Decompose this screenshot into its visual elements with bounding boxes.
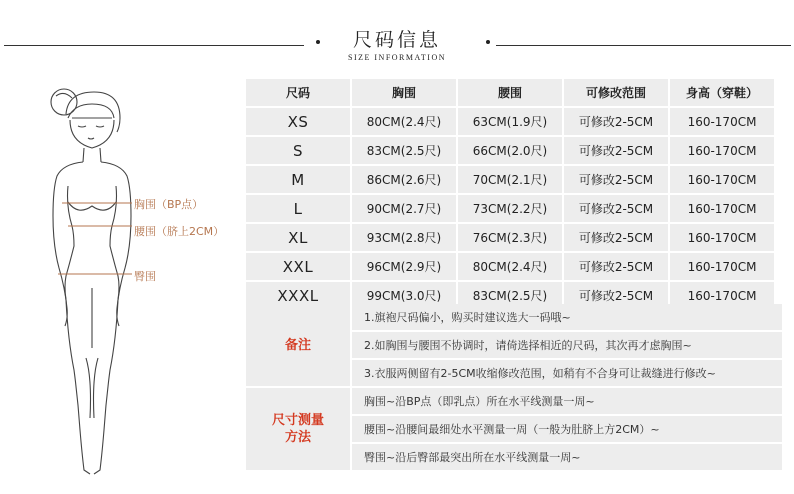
cell-adjust: 可修改2-5CM (564, 195, 668, 222)
cell-adjust: 可修改2-5CM (564, 166, 668, 193)
hip-label: 臀围 (134, 270, 156, 283)
table-row (246, 166, 774, 193)
cell-height: 160-170CM (670, 224, 774, 251)
note-item: 1.旗袍尺码偏小，购买时建议选大一码哦~ (352, 304, 782, 330)
table-row (246, 108, 774, 135)
header-bust: 胸围 (352, 79, 456, 106)
method-label (246, 388, 350, 470)
table-row (246, 253, 774, 280)
table-header-row (246, 79, 774, 106)
cell-waist: 76CM(2.3尺) (458, 224, 562, 251)
cell-bust: 90CM(2.7尺) (352, 195, 456, 222)
header-waist: 腰围 (458, 79, 562, 106)
cell-height: 160-170CM (670, 166, 774, 193)
header-size: 尺码 (246, 79, 350, 106)
table-row (246, 137, 774, 164)
cell-height: 160-170CM (670, 253, 774, 280)
cell-height: 160-170CM (670, 282, 774, 309)
cell-adjust: 可修改2-5CM (564, 224, 668, 251)
header-height: 身高（穿鞋） (670, 79, 774, 106)
cell-bust: 96CM(2.9尺) (352, 253, 456, 280)
header-adjust: 可修改范围 (564, 79, 668, 106)
page-subtitle: SIZE INFORMATION (348, 53, 446, 62)
method-item: 臀围~沿后臀部最突出所在水平线测量一周~ (352, 444, 782, 470)
method-item: 胸围~沿BP点（即乳点）所在水平线测量一周~ (352, 388, 782, 414)
table-row (246, 224, 774, 251)
method-label-text: 尺寸测量方法 (271, 413, 324, 445)
cell-adjust: 可修改2-5CM (564, 253, 668, 280)
cell-waist: 73CM(2.2尺) (458, 195, 562, 222)
cell-bust: 83CM(2.5尺) (352, 137, 456, 164)
cell-adjust: 可修改2-5CM (564, 282, 668, 309)
cell-size: S (246, 137, 350, 164)
method-item: 腰围~沿腰间最细处水平测量一周（一般为肚脐上方2CM）~ (352, 416, 782, 442)
page-title: 尺码信息 (352, 29, 441, 51)
cell-height: 160-170CM (670, 195, 774, 222)
note-item: 2.如胸围与腰围不协调时，请倚选择相近的尺码，其次再才虑胸围~ (352, 332, 782, 358)
cell-bust: 86CM(2.6尺) (352, 166, 456, 193)
notes-label: 备注 (246, 304, 350, 386)
table-row (246, 195, 774, 222)
cell-bust: 99CM(3.0尺) (352, 282, 456, 309)
cell-height: 160-170CM (670, 137, 774, 164)
cell-size: XXXL (246, 282, 350, 309)
cell-adjust: 可修改2-5CM (564, 108, 668, 135)
bust-label: 胸围（BP点） (134, 198, 204, 211)
cell-size: M (246, 166, 350, 193)
cell-waist: 70CM(2.1尺) (458, 166, 562, 193)
cell-height: 160-170CM (670, 108, 774, 135)
waist-label: 腰围（脐上2CM） (134, 225, 225, 238)
cell-size: L (246, 195, 350, 222)
cell-size: XS (246, 108, 350, 135)
header-line-right (496, 45, 791, 46)
body-figure-illustration (28, 78, 148, 488)
cell-bust: 80CM(2.4尺) (352, 108, 456, 135)
note-item: 3.衣服两侧留有2-5CM收缩修改范围，如稍有不合身可让裁缝进行修改~ (352, 360, 782, 386)
header-dot-right (486, 40, 490, 44)
cell-size: XXL (246, 253, 350, 280)
cell-waist: 80CM(2.4尺) (458, 253, 562, 280)
size-table (244, 77, 776, 311)
cell-waist: 83CM(2.5尺) (458, 282, 562, 309)
cell-adjust: 可修改2-5CM (564, 137, 668, 164)
cell-waist: 66CM(2.0尺) (458, 137, 562, 164)
cell-size: XL (246, 224, 350, 251)
cell-waist: 63CM(1.9尺) (458, 108, 562, 135)
cell-bust: 93CM(2.8尺) (352, 224, 456, 251)
